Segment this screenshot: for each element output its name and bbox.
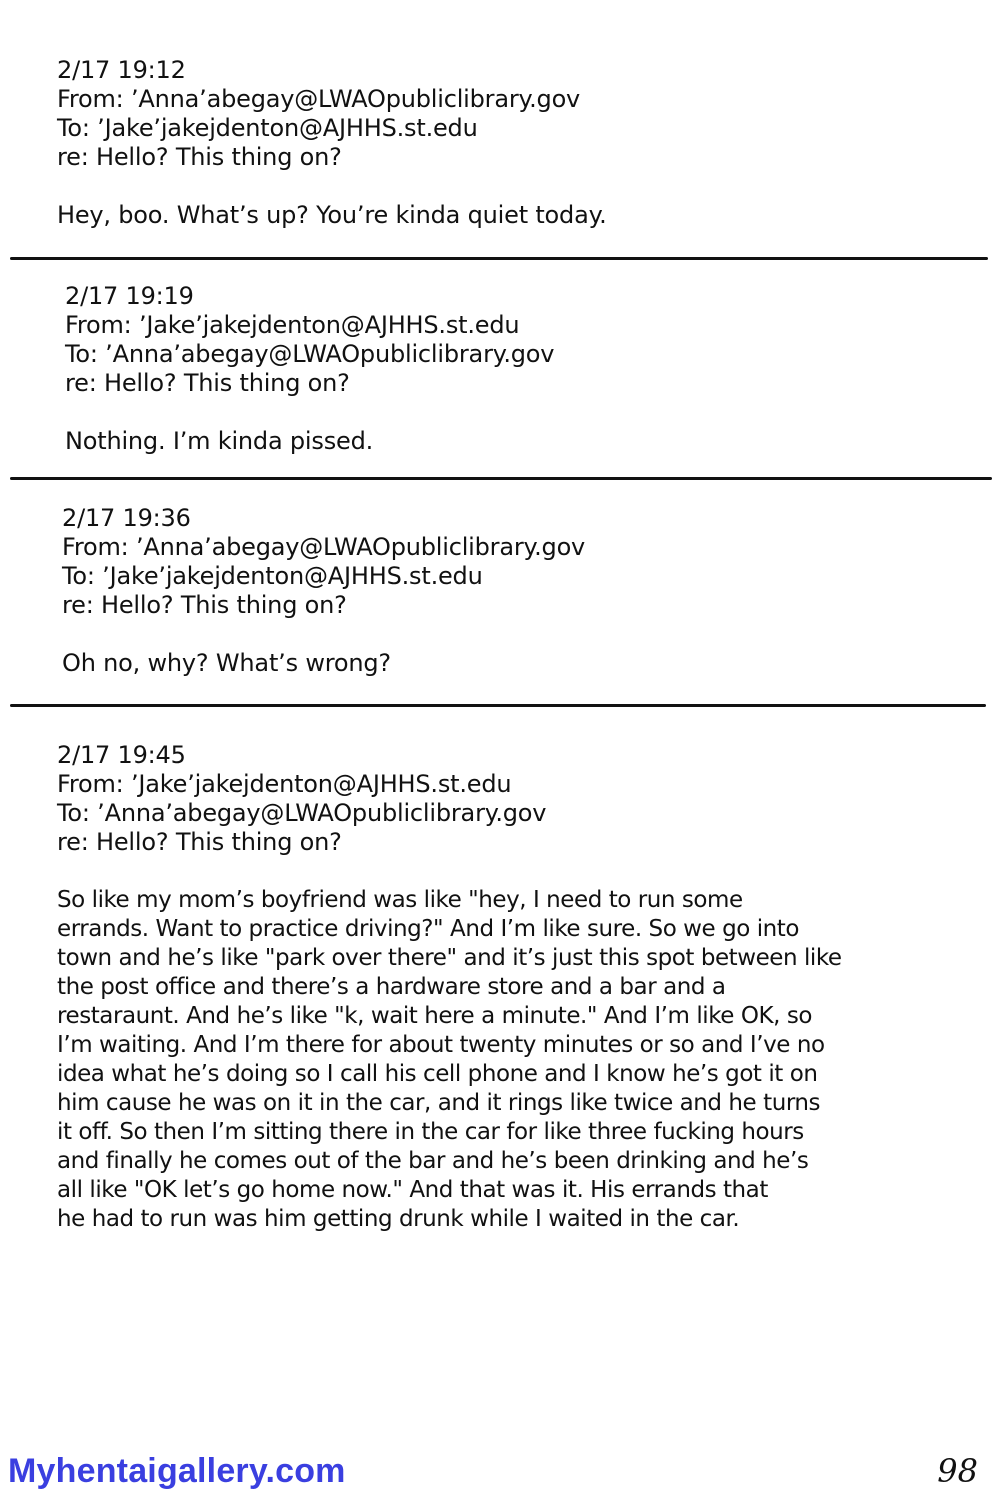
page-number: 98	[937, 1452, 978, 1490]
email-from: From: ’Anna’abegay@LWAOpubliclibrary.gov	[57, 85, 581, 113]
email-to: To: ’Anna’abegay@LWAOpubliclibrary.gov	[65, 340, 555, 368]
email-body	[62, 649, 585, 678]
email-message-4	[57, 741, 842, 1234]
email-message-2	[65, 282, 554, 456]
email-body-line: restaraunt. And he’s like "k, wait here a minute." And I’m like OK, so	[57, 1003, 812, 1029]
email-from: From: ’Anna’abegay@LWAOpubliclibrary.gov	[62, 533, 586, 561]
email-body-line: Oh no, why? What’s wrong?	[62, 649, 391, 677]
email-body-line: errands. Want to practice driving?" And I’m like sure. So we go into	[57, 916, 799, 942]
email-body-line: all like "OK let’s go home now." And that was it. His errands that	[57, 1177, 768, 1203]
email-message-1	[57, 56, 607, 230]
email-timestamp: 2/17 19:36	[62, 504, 191, 532]
email-body-line: I’m waiting. And I’m there for about twenty minutes or so and I’ve no	[57, 1032, 825, 1058]
email-body-line: he had to run was him getting drunk while I waited in the car.	[57, 1206, 740, 1232]
email-body-line: it off. So then I’m sitting there in the car for like three fucking hours	[57, 1119, 804, 1145]
email-body-line: idea what he’s doing so I call his cell phone and I know he’s got it on	[57, 1061, 818, 1087]
email-from: From: ’Jake’jakejdenton@AJHHS.st.edu	[65, 311, 520, 339]
divider-2	[10, 477, 992, 480]
email-message-3	[62, 504, 585, 678]
email-to: To: ’Jake’jakejdenton@AJHHS.st.edu	[62, 562, 483, 590]
email-body	[57, 201, 607, 230]
email-timestamp: 2/17 19:45	[57, 741, 186, 769]
email-body	[65, 427, 554, 456]
email-body-line: So like my mom’s boyfriend was like "hey, I need to run some	[57, 887, 743, 913]
email-subject: re: Hello? This thing on?	[62, 591, 347, 619]
email-timestamp: 2/17 19:12	[57, 56, 186, 84]
email-body-line: town and he’s like "park over there" and it’s just this spot between like	[57, 945, 842, 971]
divider-3	[10, 704, 986, 707]
email-body	[57, 886, 842, 1234]
email-body-line: Hey, boo. What’s up? You’re kinda quiet today.	[57, 201, 607, 229]
email-to: To: ’Jake’jakejdenton@AJHHS.st.edu	[57, 114, 478, 142]
email-subject: re: Hello? This thing on?	[65, 369, 350, 397]
email-subject: re: Hello? This thing on?	[57, 143, 342, 171]
email-timestamp: 2/17 19:19	[65, 282, 194, 310]
divider-1	[10, 257, 988, 260]
email-body-line: the post office and there’s a hardware store and a bar and a	[57, 974, 726, 1000]
email-body-line: and finally he comes out of the bar and he’s been drinking and he’s	[57, 1148, 809, 1174]
email-from: From: ’Jake’jakejdenton@AJHHS.st.edu	[57, 770, 512, 798]
email-to: To: ’Anna’abegay@LWAOpubliclibrary.gov	[57, 799, 547, 827]
email-body-line: Nothing. I’m kinda pissed.	[65, 427, 374, 455]
watermark-text: Myhentaigallery.com	[8, 1452, 346, 1490]
email-subject: re: Hello? This thing on?	[57, 828, 342, 856]
email-body-line: him cause he was on it in the car, and it rings like twice and he turns	[57, 1090, 821, 1116]
